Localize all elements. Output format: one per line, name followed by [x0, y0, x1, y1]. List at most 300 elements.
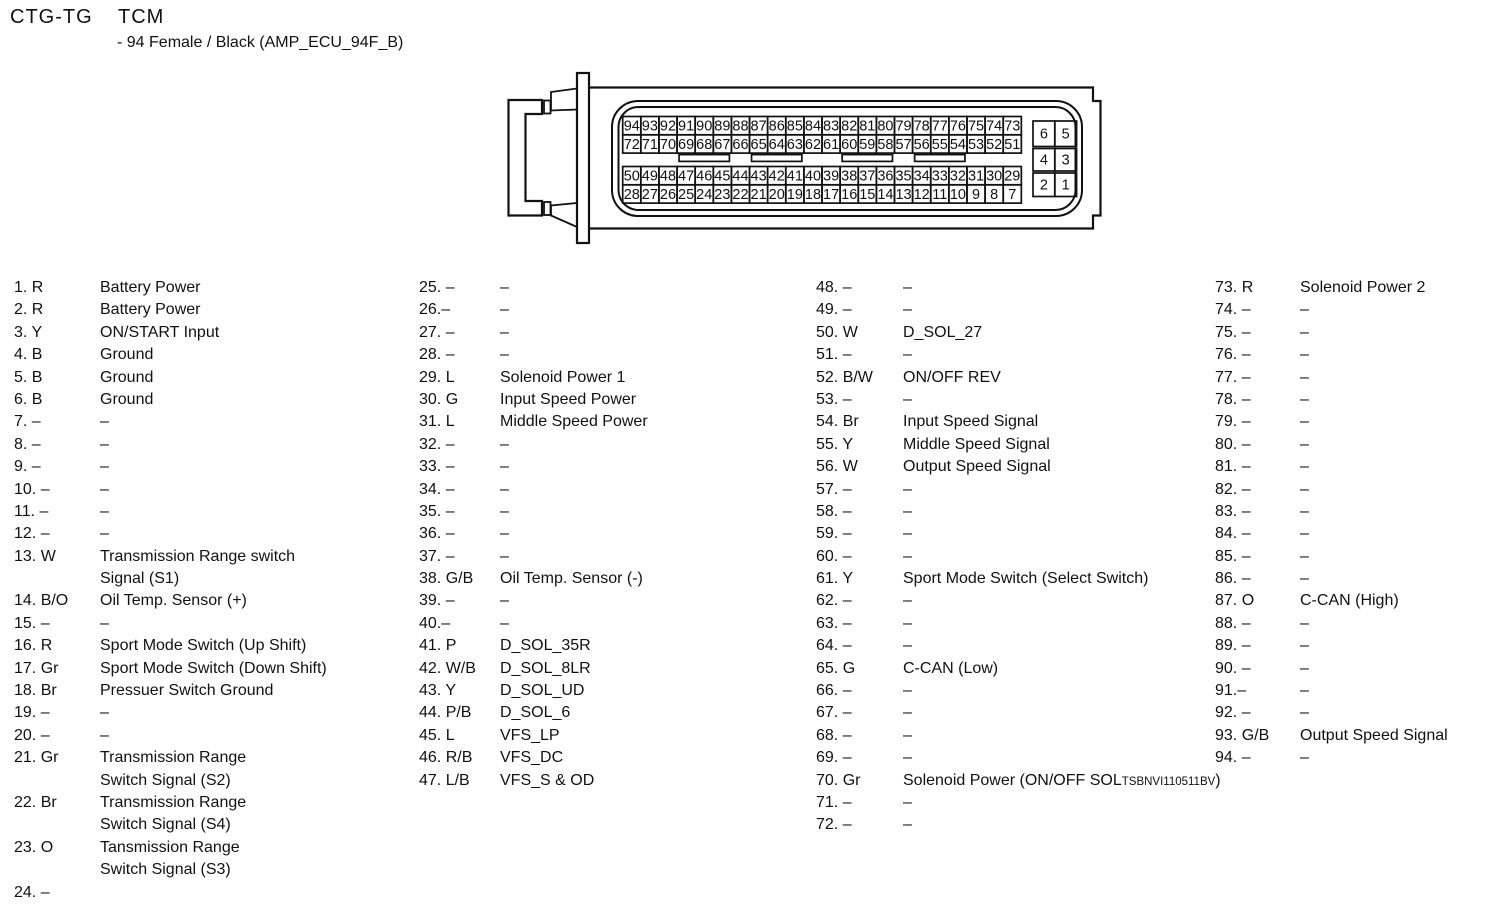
pin-number-color: 57. – [816, 480, 852, 498]
pin-function: – [1300, 346, 1309, 364]
pin-function: – [1300, 525, 1309, 543]
pin-column-2 [419, 277, 829, 792]
pin-function: – [100, 413, 109, 431]
pin-number-color: 65. G [816, 659, 856, 677]
pin-number-color: 43. Y [419, 682, 457, 700]
pin-function: Ground [100, 368, 154, 386]
svg-text:85: 85 [786, 118, 803, 135]
connector-pin-41 [786, 167, 804, 185]
pin-function: – [903, 547, 912, 565]
pin-number-color: 12. – [14, 525, 50, 543]
pin-row-89 [1215, 635, 1498, 657]
svg-text:3: 3 [1061, 152, 1070, 169]
pin-row-92 [1215, 702, 1498, 724]
pin-row-12 [14, 523, 424, 545]
pin-number-color: 18. Br [14, 682, 57, 700]
connector-pin-71 [641, 135, 659, 153]
pin-row-33 [419, 456, 829, 478]
pin-function: VFS_DC [500, 749, 564, 767]
svg-text:55: 55 [931, 136, 948, 153]
pin-number-color: 3. Y [14, 323, 43, 341]
pin-function: – [903, 704, 912, 722]
pin-function: ON/OFF REV [903, 368, 1001, 386]
pin-number-color: 68. – [816, 726, 852, 744]
pin-row-21-cont [14, 770, 424, 792]
pin-row-58 [816, 501, 1226, 523]
connector-pin-11 [931, 185, 949, 203]
key-slot [679, 155, 729, 162]
pin-number-color: 15. – [14, 614, 50, 632]
pin-function: Middle Speed Power [500, 413, 648, 431]
pin-function: – [500, 301, 509, 319]
pin-function: – [500, 346, 509, 364]
pin-function: – [903, 346, 912, 364]
pin-function: ON/START Input [100, 323, 220, 341]
connector-pin-78 [913, 117, 931, 135]
pin-number-color: 21. Gr [14, 749, 59, 767]
pin-row-1 [14, 277, 424, 299]
pin-function: – [903, 614, 912, 632]
pin-row-56 [816, 456, 1226, 478]
pin-number-color: 34. – [419, 480, 455, 498]
connector-pin-93 [641, 117, 659, 135]
pin-number-color: 87. O [1215, 592, 1255, 610]
pin-number-color: 9. – [14, 458, 41, 476]
module-title: TCM [118, 6, 165, 28]
pin-number-color: 26.– [419, 301, 451, 319]
pin-number-color: 62. – [816, 592, 852, 610]
pin-number-color: 64. – [816, 637, 852, 655]
pin-number-color: 13. W [14, 547, 56, 565]
pin-function: – [1300, 502, 1309, 520]
pin-row-11 [14, 501, 424, 523]
bracket-wedge-top [551, 89, 577, 111]
pin-number-color: 82. – [1215, 480, 1251, 498]
svg-text:16: 16 [841, 186, 858, 203]
svg-text:39: 39 [823, 168, 840, 185]
svg-text:69: 69 [678, 136, 695, 153]
pin-function: Transmission Range [100, 793, 247, 811]
pin-function: – [100, 614, 109, 632]
connector-pin-89 [713, 117, 731, 135]
pin-row-85 [1215, 546, 1498, 568]
pin-number-color: 31. L [419, 413, 455, 431]
pin-function: – [903, 816, 912, 834]
pin-number-color: 44. P/B [419, 704, 472, 722]
connector-pin-17 [822, 185, 840, 203]
pin-row-87 [1215, 590, 1498, 612]
pin-number-color: 27. – [419, 323, 455, 341]
pin-number-color: 76. – [1215, 346, 1251, 364]
pin-function: – [1300, 390, 1309, 408]
svg-text:63: 63 [786, 136, 803, 153]
pin-number-color: 40.– [419, 614, 451, 632]
pin-row-35 [419, 501, 829, 523]
pin-number-color: 42. W/B [419, 659, 476, 677]
pin-function: – [500, 480, 509, 498]
pin-row-4 [14, 344, 424, 366]
pin-row-18 [14, 680, 424, 702]
pin-row-82 [1215, 479, 1498, 501]
svg-text:79: 79 [895, 118, 912, 135]
pin-number-color: 70. Gr [816, 771, 861, 789]
pin-function: Sport Mode Switch (Select Switch) [903, 570, 1149, 588]
connector-pin-84 [804, 117, 822, 135]
connector-flange [577, 73, 589, 243]
connector-pin-46 [695, 167, 713, 185]
pin-function: D_SOL_27 [903, 323, 983, 341]
svg-text:1: 1 [1061, 177, 1070, 194]
pin-row-26 [419, 299, 829, 321]
pin-row-78 [1215, 389, 1498, 411]
pin-function: – [100, 458, 109, 476]
pin-function: Sport Mode Switch (Up Shift) [100, 637, 307, 655]
svg-text:8: 8 [990, 186, 999, 203]
pin-number-color: 8. – [14, 435, 41, 453]
pin-row-46 [419, 747, 829, 769]
connector-pin-87 [750, 117, 768, 135]
pin-number-color: 36. – [419, 525, 455, 543]
pin-row-72 [816, 814, 1226, 836]
pin-number-color: 61. Y [816, 570, 854, 588]
svg-text:24: 24 [696, 186, 713, 203]
svg-text:29: 29 [1004, 168, 1021, 185]
pin-number-color: 79. – [1215, 413, 1251, 431]
pin-row-36 [419, 523, 829, 545]
pin-number-color: 58. – [816, 502, 852, 520]
connector-pin-74 [985, 117, 1003, 135]
pin-function: – [1300, 659, 1309, 677]
connector-pin-36 [876, 167, 894, 185]
svg-text:65: 65 [750, 136, 767, 153]
connector-pin-68 [695, 135, 713, 153]
connector-pin-94 [623, 117, 641, 135]
svg-text:6: 6 [1039, 126, 1048, 143]
pin-number-color: 71. – [816, 793, 852, 811]
pin-function: D_SOL_6 [500, 704, 571, 722]
pin-number-color: 59. – [816, 525, 852, 543]
pin-function: – [1300, 323, 1309, 341]
connector-pin-23 [713, 185, 731, 203]
bracket-clip-top [544, 101, 551, 114]
pin-row-8 [14, 434, 424, 456]
pin-number-color: 88. – [1215, 614, 1251, 632]
svg-text:58: 58 [877, 136, 894, 153]
connector-pin-37 [858, 167, 876, 185]
pin-function: – [1300, 458, 1309, 476]
pin-function: – [1300, 749, 1309, 767]
connector-pin-35 [895, 167, 913, 185]
pin-number-color: 90. – [1215, 659, 1251, 677]
connector-pin-82 [840, 117, 858, 135]
connector-pin-66 [731, 135, 749, 153]
pin-function: – [903, 749, 912, 767]
svg-text:45: 45 [714, 168, 731, 185]
svg-text:34: 34 [913, 168, 930, 185]
connector-pin-52 [985, 135, 1003, 153]
pin-row-93 [1215, 725, 1498, 747]
pin-function: – [903, 390, 912, 408]
pin-row-88 [1215, 613, 1498, 635]
pin-function: D_SOL_UD [500, 682, 585, 700]
pin-number-color: 74. – [1215, 301, 1251, 319]
connector-pin-75 [967, 117, 985, 135]
connector-pin-61 [822, 135, 840, 153]
pin-row-80 [1215, 434, 1498, 456]
svg-text:80: 80 [877, 118, 894, 135]
pin-row-44 [419, 702, 829, 724]
pin-number-color: 81. – [1215, 458, 1251, 476]
connector-pin-18 [804, 185, 822, 203]
bracket-wedge-bottom [551, 203, 577, 227]
pin-row-81 [1215, 456, 1498, 478]
pin-row-94 [1215, 747, 1498, 769]
pin-number-color: 37. – [419, 547, 455, 565]
pin-function: – [1300, 435, 1309, 453]
pin-function: VFS_LP [500, 726, 560, 744]
svg-text:28: 28 [623, 186, 640, 203]
pin-row-22-cont [14, 814, 424, 836]
pin-row-70 [816, 770, 1226, 792]
connector-pin-12 [913, 185, 931, 203]
pin-function: – [903, 726, 912, 744]
connector-pin-63 [786, 135, 804, 153]
connector-pin-49 [641, 167, 659, 185]
pin-function: – [903, 793, 912, 811]
pin-number-color: 93. G/B [1215, 726, 1270, 744]
pin-row-71 [816, 792, 1226, 814]
svg-text:15: 15 [859, 186, 876, 203]
pin-row-43 [419, 680, 829, 702]
pin-row-64 [816, 635, 1226, 657]
pin-number-color: 1. R [14, 279, 44, 296]
connector-pin-58 [876, 135, 894, 153]
connector-subtitle: - 94 Female / Black (AMP_ECU_94F_B) [117, 34, 404, 51]
connector-pin-72 [623, 135, 641, 153]
pin-row-21 [14, 747, 424, 769]
svg-text:41: 41 [786, 168, 803, 185]
pin-function-line2: Switch Signal (S3) [100, 861, 231, 879]
pin-row-67 [816, 702, 1226, 724]
connector-pin-80 [876, 117, 894, 135]
svg-text:67: 67 [714, 136, 731, 153]
svg-text:76: 76 [949, 118, 966, 135]
svg-text:53: 53 [967, 136, 985, 153]
pin-row-60 [816, 546, 1226, 568]
connector-pin-76 [949, 117, 967, 135]
connector-pin-31 [967, 167, 985, 185]
connector-pin-32 [949, 167, 967, 185]
pin-row-69 [816, 747, 1226, 769]
pin-function: – [500, 592, 509, 610]
connector-pin-29 [1003, 167, 1021, 185]
pin-function: – [100, 525, 109, 543]
pin-number-color: 89. – [1215, 637, 1251, 655]
svg-text:73: 73 [1004, 118, 1021, 135]
pin-number-color: 86. – [1215, 570, 1251, 588]
pin-function: – [1300, 570, 1309, 588]
pin-number-color: 92. – [1215, 704, 1251, 722]
pin-row-19 [14, 702, 424, 724]
svg-text:71: 71 [641, 136, 658, 153]
pin-row-84 [1215, 523, 1498, 545]
pin-number-color: 52. B/W [816, 368, 873, 386]
connector-pin-43 [750, 167, 768, 185]
pin-function: – [1300, 301, 1309, 319]
pin-function: – [903, 502, 912, 520]
svg-text:70: 70 [659, 136, 677, 153]
pin-column-1 [14, 277, 424, 904]
pin-row-55 [816, 434, 1226, 456]
connector-pin-30 [985, 167, 1003, 185]
pin-number-color: 63. – [816, 614, 852, 632]
connector-pin-67 [713, 135, 731, 153]
connector-pin-19 [786, 185, 804, 203]
svg-text:81: 81 [859, 118, 876, 135]
pin-row-30 [419, 389, 829, 411]
svg-text:92: 92 [659, 118, 677, 135]
connector-pin-91 [677, 117, 695, 135]
pin-row-20 [14, 725, 424, 747]
connector-pin-24 [695, 185, 713, 203]
pin-function: – [1300, 637, 1309, 655]
pin-row-53 [816, 389, 1226, 411]
svg-text:78: 78 [913, 118, 930, 135]
pin-row-49 [816, 299, 1226, 321]
pin-function: – [903, 682, 912, 700]
pin-number-color: 38. G/B [419, 570, 474, 588]
svg-text:64: 64 [768, 136, 785, 153]
connector-pin-90 [695, 117, 713, 135]
svg-text:21: 21 [750, 186, 767, 203]
pin-function: – [1300, 704, 1309, 722]
mounting-bracket [509, 100, 543, 216]
key-slot [752, 155, 802, 162]
pin-number-color: 48. – [816, 279, 852, 296]
svg-text:50: 50 [623, 168, 640, 185]
svg-text:30: 30 [986, 168, 1003, 185]
pin-function-line2: Switch Signal (S4) [100, 816, 231, 834]
pin-row-75 [1215, 322, 1498, 344]
pin-row-23 [14, 837, 424, 859]
connector-pin-15 [858, 185, 876, 203]
pin-function: Battery Power [100, 279, 201, 296]
connector-pin-10 [949, 185, 967, 203]
svg-text:61: 61 [823, 136, 840, 153]
pin-row-74 [1215, 299, 1498, 321]
pin-function: – [903, 525, 912, 543]
pin-row-66 [816, 680, 1226, 702]
pin-function: C-CAN (High) [1300, 592, 1399, 610]
pin-row-48 [816, 277, 1226, 299]
svg-text:88: 88 [732, 118, 749, 135]
pin-row-34 [419, 479, 829, 501]
pin-row-86 [1215, 568, 1498, 590]
pin-number-color: 45. L [419, 726, 455, 744]
svg-text:46: 46 [696, 168, 713, 185]
pin-function: Ground [100, 390, 154, 408]
pin-function: – [500, 279, 509, 296]
pin-function: – [500, 502, 509, 520]
pin-row-22 [14, 792, 424, 814]
pin-function: Output Speed Signal [1300, 726, 1448, 744]
svg-text:36: 36 [877, 168, 894, 185]
pin-function: – [100, 726, 109, 744]
connector-pin-47 [677, 167, 695, 185]
pin-number-color: 69. – [816, 749, 852, 767]
svg-text:35: 35 [895, 168, 912, 185]
connector-pin-40 [804, 167, 822, 185]
svg-text:4: 4 [1039, 152, 1048, 169]
pin-number-color: 49. – [816, 301, 852, 319]
pin-row-76 [1215, 344, 1498, 366]
svg-text:25: 25 [678, 186, 695, 203]
pin-function-line2: Switch Signal (S2) [100, 771, 231, 789]
pin-number-color: 66. – [816, 682, 852, 700]
svg-text:86: 86 [768, 118, 785, 135]
pin-function: Battery Power [100, 301, 201, 319]
svg-text:60: 60 [841, 136, 858, 153]
svg-text:83: 83 [823, 118, 840, 135]
pin-row-9 [14, 456, 424, 478]
pin-row-51 [816, 344, 1226, 366]
connector-pin-28 [623, 185, 641, 203]
pin-row-17 [14, 658, 424, 680]
pin-number-color: 50. W [816, 323, 858, 341]
pin-number-color: 30. G [419, 390, 459, 408]
connector-pin-26 [659, 185, 677, 203]
pin-function: – [500, 614, 509, 632]
pin-row-7 [14, 411, 424, 433]
connector-pin-56 [913, 135, 931, 153]
connector-pin-45 [713, 167, 731, 185]
pin-function: – [1300, 682, 1309, 700]
pin-number-color: 25. – [419, 279, 455, 296]
pin-row-15 [14, 613, 424, 635]
pin-function: Solenoid Power (ON/OFF SOLTSBNVI110511BV) [903, 771, 1221, 789]
svg-text:23: 23 [714, 186, 731, 203]
connector-pin-50 [623, 167, 641, 185]
connector-pin-20 [768, 185, 786, 203]
svg-text:40: 40 [804, 168, 822, 185]
pin-row-45 [419, 725, 829, 747]
svg-text:93: 93 [641, 118, 658, 135]
pin-function: – [1300, 614, 1309, 632]
svg-text:26: 26 [659, 186, 677, 203]
pin-function: – [100, 480, 109, 498]
pin-function: – [1300, 480, 1309, 498]
connector-pin-86 [768, 117, 786, 135]
svg-text:43: 43 [750, 168, 767, 185]
pin-row-90 [1215, 658, 1498, 680]
pin-number-color: 60. – [816, 547, 852, 565]
pin-number-color: 11. – [14, 502, 49, 520]
svg-text:66: 66 [732, 136, 749, 153]
connector-pin-13 [895, 185, 913, 203]
svg-text:90: 90 [696, 118, 713, 135]
pin-number-color: 67. – [816, 704, 852, 722]
pin-row-61 [816, 568, 1226, 590]
pin-number-color: 19. – [14, 704, 50, 722]
pin-function: – [500, 525, 509, 543]
pin-column-4 [1215, 277, 1498, 770]
connector-pin-88 [731, 117, 749, 135]
connector-pin-64 [768, 135, 786, 153]
pin-function: Transmission Range [100, 749, 247, 767]
pin-number-color: 17. Gr [14, 659, 59, 677]
pin-row-62 [816, 590, 1226, 612]
pin-function: Middle Speed Signal [903, 435, 1050, 453]
